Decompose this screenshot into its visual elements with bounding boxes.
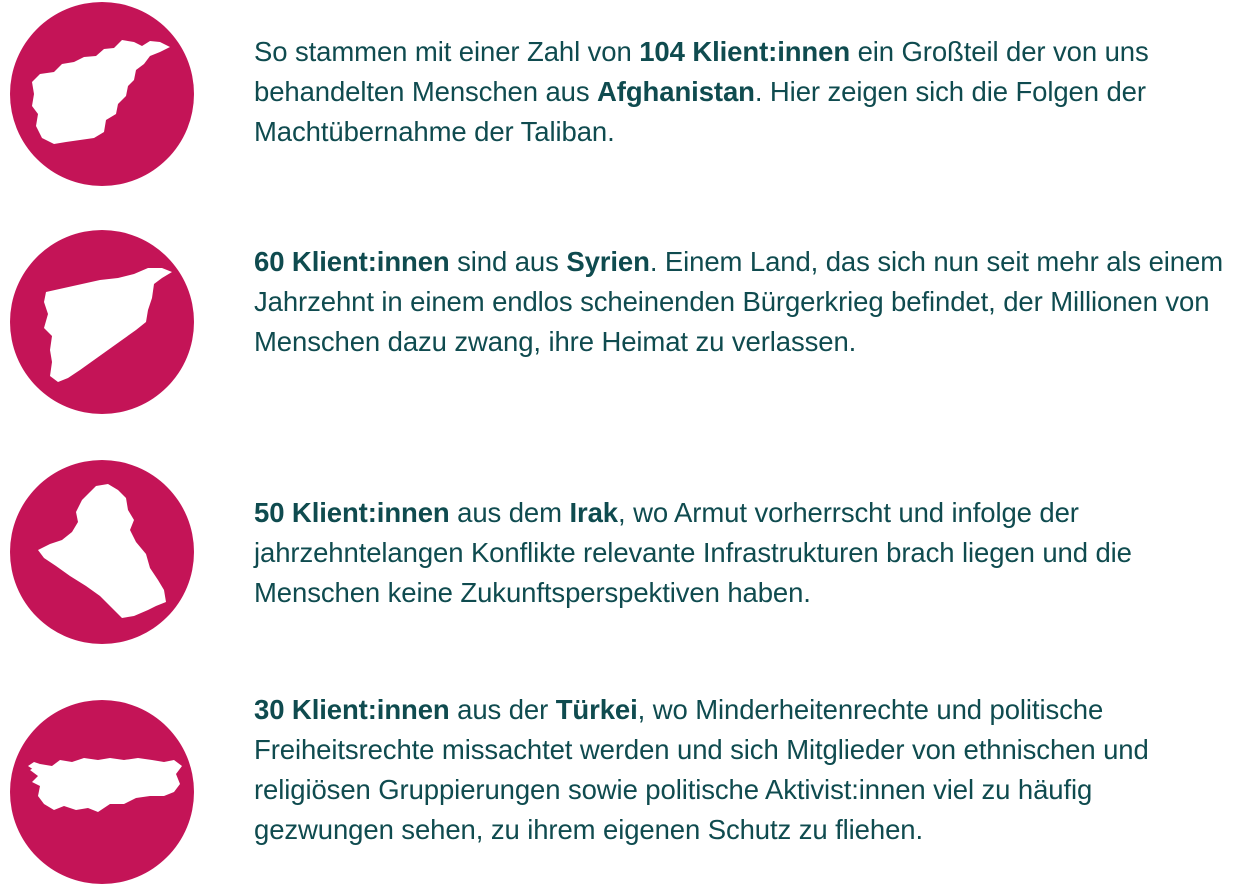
highlight-count: 60 Klient:innen [254, 246, 450, 277]
turkey-map-icon [10, 700, 194, 884]
text-segment: ein Großteil der von uns behandelten Menschen aus [254, 36, 1149, 107]
highlight-count: 50 Klient:innen [254, 497, 450, 528]
text-segment: , wo Minderheitenrechte und politische Freiheitsrechte missachtet werden und sich Mitglieder von ethnischen und religiösen Gruppierungen sowie politische Aktivist:innen viel zu häufig gezwungen sehen, zu ihrem eigenen Schutz zu fliehen. [254, 694, 1149, 845]
text-segment: aus dem [449, 497, 570, 528]
iraq-badge [10, 460, 194, 644]
entry-text [254, 493, 1234, 613]
highlight-country: Irak [569, 497, 618, 528]
entry-afghanistan [0, 0, 1234, 210]
syria-badge [10, 230, 194, 414]
afghanistan-map-icon [10, 2, 194, 186]
text-segment: sind aus [449, 246, 567, 277]
syria-map-icon [10, 230, 194, 414]
text-segment: , wo Armut vorherrscht und infolge der jahrzehntelangen Konflikte relevante Infrastrukturen brach liegen und die Menschen keine Zukunftsperspektiven haben. [254, 497, 1132, 608]
highlight-count: 30 Klient:innen [254, 694, 450, 725]
text-segment: So stammen mit einer Zahl von [254, 36, 640, 67]
highlight-country: Syrien [566, 246, 650, 277]
highlight-count: 104 Klient:innen [639, 36, 851, 67]
entry-text [254, 690, 1234, 850]
afghanistan-badge [10, 2, 194, 186]
entry-text [254, 242, 1234, 362]
entry-syria [0, 230, 1234, 430]
text-segment: . Hier zeigen sich die Folgen der Machtübernahme der Taliban. [254, 76, 1146, 147]
entry-turkey [0, 690, 1234, 884]
text-segment: . Einem Land, das sich nun seit mehr als einem Jahrzehnt in einem endlos scheinenden Bürgerkrieg befindet, der Millionen von Menschen dazu zwang, ihre Heimat zu verlassen. [254, 246, 1224, 357]
highlight-country: Türkei [555, 694, 638, 725]
turkey-badge [10, 700, 194, 884]
iraq-map-icon [10, 460, 194, 644]
entry-text [254, 32, 1234, 152]
highlight-country: Afghanistan [597, 76, 755, 107]
entry-iraq [0, 460, 1234, 660]
text-segment: aus der [449, 694, 556, 725]
